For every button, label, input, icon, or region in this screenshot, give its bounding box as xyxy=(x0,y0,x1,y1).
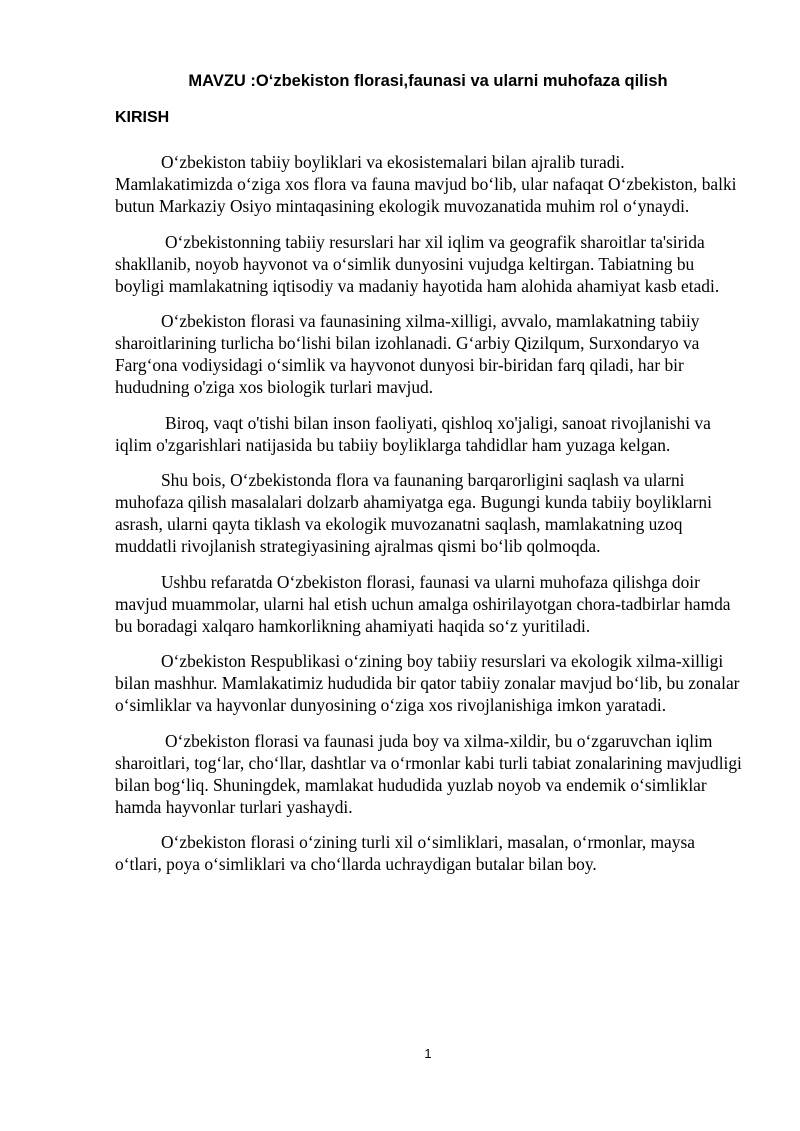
paragraph-8: O‘zbekiston florasi va faunasi juda boy va xilma-xildir, bu o‘zgaruvchan iqlim sharoitlari, tog‘lar, cho‘llar, dashtlar va o‘rmonlar kabi turli tabiat zonalarining mavjudligi bilan bog‘liq. Shuningdek, mamlakat hududida yuzlab noyob va endemik o‘simliklar hamda hayvonlar turlari yashaydi. xyxy=(115,730,742,817)
document-title: MAVZU :O‘zbekiston florasi,faunasi va ularni muhofaza qilish xyxy=(188,72,668,90)
paragraph-9: O‘zbekiston florasi o‘zining turli xil o‘simliklari, masalan, o‘rmonlar, maysa o‘tlari, poya o‘simliklari va cho‘llarda uchraydigan butalar bilan boy. xyxy=(115,832,695,874)
paragraph-7: O‘zbekiston Respublikasi o‘zining boy tabiiy resurslari va ekologik xilma-xilligi bilan mashhur. Mamlakatimiz hududida bir qator tabiiy zonalar mavjud bo‘lib, bu zonalar o‘simliklar va hayvonlar dunyosining o‘ziga xos rivojlanishiga imkon yaratadi. xyxy=(115,651,740,715)
paragraph-1: O‘zbekiston tabiiy boyliklari va ekosistemalari bilan ajralib turadi. Mamlakatimizda o‘ziga xos flora va fauna mavjud bo‘lib, ular nafaqat O‘zbekiston, balki butun Markaziy Osiyo mintaqasining ekologik muvozanatida muhim rol o‘ynaydi. xyxy=(115,152,737,216)
paragraph-3: O‘zbekiston florasi va faunasining xilma-xilligi, avvalo, mamlakatning tabiiy sharoitlarining turlicha bo‘lishi bilan izohlanadi. G‘arbiy Qizilqum, Surxondaryo va Farg‘ona vodiysidagi o‘simlik va hayvonot dunyosi bir-biridan farq qiladi, har bir hududning o'ziga xos biologik turlari mavjud. xyxy=(115,311,700,397)
paragraph-5: Shu bois, O‘zbekistonda flora va faunaning barqarorligini saqlash va ularni muhofaza qilish masalalari dolzarb ahamiyatga ega. Bugungi kunda tabiiy boyliklarni asrash, ularni qayta tiklash va ekologik muvozanatni saqlash, mamlakatning uzoq muddatli rivojlanish strategiyasining ajralmas qismi bo‘lib qolmoqda. xyxy=(115,470,712,556)
section-heading: KIRISH xyxy=(115,109,170,126)
paragraph-2: O‘zbekistonning tabiiy resurslari har xil iqlim va geografik sharoitlar ta'sirida shakllanib, noyob hayvonot va o‘simlik dunyosini vujudga keltirgan. Tabiatning bu boyligi mamlakatning iqtisodiy va madaniy hayotida ham alohida ahamiyat kasb etadi. xyxy=(115,231,720,296)
document-body xyxy=(115,151,743,889)
page-number: 1 xyxy=(424,1046,432,1061)
paragraph-6: Ushbu refaratda O‘zbekiston florasi, faunasi va ularni muhofaza qilishga doir mavjud muammolar, ularni hal etish uchun amalga oshirilayotgan chora-tadbirlar hamda bu boradagi xalqaro hamkorlikning ahamiyati haqida so‘z yuritiladi. xyxy=(115,571,731,636)
paragraph-4: Biroq, vaqt o'tishi bilan inson faoliyati, qishloq xo'jaligi, sanoat rivojlanishi va iqlim o'zgarishlari natijasida bu tabiiy boyliklarga tahdidlar ham yuzaga kelgan. xyxy=(115,412,711,455)
